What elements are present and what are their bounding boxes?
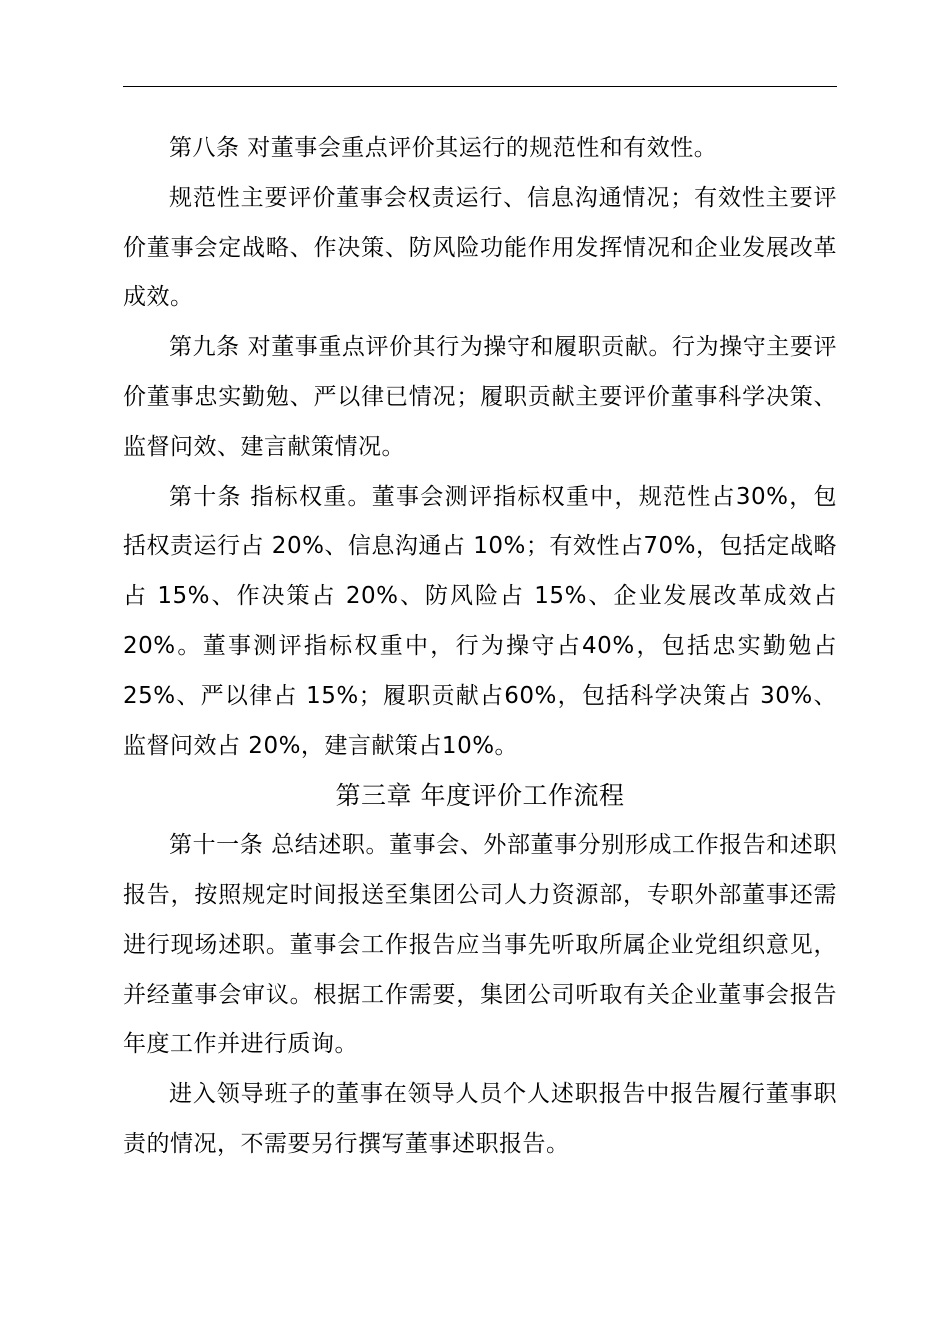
leadership-director-paragraph: 进入领导班子的董事在领导人员个人述职报告中报告履行董事职责的情况，不需要另行撰写董事述职报告。 bbox=[123, 1081, 837, 1157]
header-rule bbox=[123, 86, 837, 87]
normativity-effectiveness-paragraph: 规范性主要评价董事会权责运行、信息沟通情况；有效性主要评价董事会定战略、作决策、防风险功能作用发挥情况和企业发展改革成效。 bbox=[123, 184, 837, 311]
article-8-paragraph: 第八条 对董事会重点评价其运行的规范性和有效性。 bbox=[169, 135, 718, 161]
article-9-paragraph: 第九条 对董事重点评价其行为操守和履职贡献。行为操守主要评价董事忠实勤勉、严以律已情况；履职贡献主要评价董事科学决策、监督问效、建言献策情况。 bbox=[123, 334, 837, 460]
article-10-paragraph: 第十条 指标权重。董事会测评指标权重中，规范性占30%，包括权责运行占 20%、信息沟通占 10%；有效性占70%，包括定战略占 15%、作决策占 20%、防风险占 15%、企业发展改革成效占 20%。董事测评指标权重中，行为操守占40%，包括忠实勤勉占 25%、严以律占 15%；履职贡献占60%，包括科学决策占 30%、监督问效占 20%，建言献策占10%。 bbox=[123, 483, 837, 759]
document-body bbox=[123, 124, 837, 1170]
article-11-paragraph: 第十一条 总结述职。董事会、外部董事分别形成工作报告和述职报告，按照规定时间报送至集团公司人力资源部，专职外部董事还需进行现场述职。董事会工作报告应当事先听取所属企业党组织意见，并经董事会审议。根据工作需要，集团公司听取有关企业董事会报告年度工作并进行质询。 bbox=[123, 832, 837, 1058]
chapter-3-heading: 第三章 年度评价工作流程 bbox=[335, 781, 625, 811]
